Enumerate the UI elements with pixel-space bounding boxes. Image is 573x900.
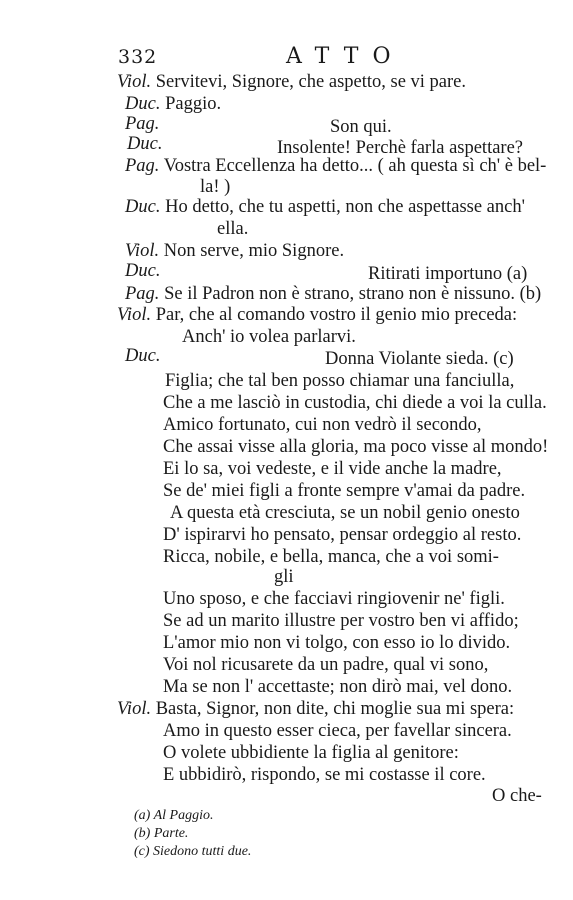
line-text: Son qui. xyxy=(330,117,392,137)
dialogue-line xyxy=(125,93,221,115)
line-text: Ho detto, che tu aspetti, non che aspettasse anch' xyxy=(165,197,525,217)
speaker-label: Pag. xyxy=(125,284,160,304)
verse-line xyxy=(163,458,502,480)
running-title: ATTO xyxy=(286,44,405,69)
line-text: Ricca, nobile, e bella, manca, che a voi somi- xyxy=(163,547,499,567)
speaker-label: Duc. xyxy=(125,346,161,366)
dialogue-line xyxy=(368,263,527,285)
line-text: ella. xyxy=(217,219,249,239)
dialogue-line xyxy=(125,240,344,262)
footnote: (a) Al Paggio. xyxy=(134,808,214,823)
speaker-label: Duc. xyxy=(125,261,161,281)
verse-line xyxy=(163,588,505,610)
verse-line xyxy=(163,632,510,654)
line-text: L'amor mio non vi tolgo, con esso io lo divido. xyxy=(163,633,511,653)
dialogue-line xyxy=(125,283,541,305)
speaker-label: Pag. xyxy=(125,114,160,134)
dialogue-line xyxy=(117,304,517,326)
verse-line xyxy=(163,742,459,764)
line-text: Paggio. xyxy=(165,94,222,114)
verse-line xyxy=(274,566,294,588)
line-text: A questa età cresciuta, se un nobil genio onesto xyxy=(170,503,520,523)
dialogue-line xyxy=(117,698,514,720)
dialogue-line xyxy=(125,196,525,218)
line-text: Ma se non l' accettaste; non dirò mai, vel dono. xyxy=(163,677,513,697)
line-text: Insolente! Perchè farla aspettare? xyxy=(277,138,524,158)
speaker-label: Duc. xyxy=(127,134,163,154)
line-text: D' ispirarvi ho pensato, pensar ordeggio al resto. xyxy=(163,525,522,545)
line-text: Par, che al comando vostro il genio mio preceda: xyxy=(155,305,518,325)
dialogue-line xyxy=(200,176,230,198)
page-number: 332 xyxy=(118,46,158,68)
line-text: Servitevi, Signore, che aspetto, se vi pare. xyxy=(155,72,467,92)
speaker-line xyxy=(125,113,159,135)
dialogue-line xyxy=(182,326,356,348)
line-text: Anch' io volea parlarvi. xyxy=(182,327,356,347)
line-text: la! ) xyxy=(200,177,231,197)
verse-line xyxy=(163,720,512,742)
line-text: Figlia; che tal ben posso chiamar una fanciulla, xyxy=(165,371,515,391)
verse-line xyxy=(163,610,519,632)
verse-line xyxy=(163,436,548,458)
speaker-label: Viol. xyxy=(117,305,152,325)
verse-line xyxy=(163,764,486,786)
line-text: Non serve, mio Signore. xyxy=(163,241,345,261)
line-text: Se de' miei figli a fronte sempre v'amai da padre. xyxy=(163,481,526,501)
line-text: Donna Violante sieda. (c) xyxy=(325,349,514,369)
line-text: gli xyxy=(274,567,294,587)
line-text: O volete ubbidiente la figlia al genitore: xyxy=(163,743,459,763)
verse-line xyxy=(163,480,525,502)
dialogue-line xyxy=(125,155,546,177)
footnote: (b) Parte. xyxy=(134,826,189,841)
catchword: O che- xyxy=(492,786,542,806)
verse-line xyxy=(163,524,521,546)
speaker-label: Duc. xyxy=(125,197,161,217)
speaker-label: Viol. xyxy=(125,241,160,261)
line-text: Amo in questo esser cieca, per favellar sincera. xyxy=(163,721,512,741)
speaker-line xyxy=(125,345,160,367)
speaker-line xyxy=(125,260,160,282)
line-text: Ritirati importuno (a) xyxy=(368,264,528,284)
verse-line xyxy=(163,546,499,568)
line-text: Vostra Eccellenza ha detto... ( ah questa sì ch' è bel- xyxy=(163,156,547,176)
verse-line xyxy=(165,370,514,392)
line-text: Amico fortunato, cui non vedrò il secondo, xyxy=(163,415,482,435)
speaker-label: Duc. xyxy=(125,94,161,114)
line-text: Se il Padron non è strano, strano non è nissuno. (b) xyxy=(164,284,542,304)
line-text: Voi nol ricusarete da un padre, qual vi sono, xyxy=(163,655,489,675)
dialogue-line xyxy=(330,116,392,138)
speaker-line xyxy=(127,133,162,155)
dialogue-line xyxy=(117,71,466,93)
line-text: Che a me lasciò in custodia, chi diede a voi la culla. xyxy=(163,393,547,413)
verse-line xyxy=(163,414,482,436)
verse-line xyxy=(163,392,547,414)
footnote: (c) Siedono tutti due. xyxy=(134,844,252,859)
verse-line xyxy=(163,654,488,676)
line-text: Uno sposo, e che facciavi ringiovenir ne' figli. xyxy=(163,589,505,609)
speaker-label: Viol. xyxy=(117,72,152,92)
verse-line xyxy=(170,502,520,524)
line-text: Ei lo sa, voi vedeste, e il vide anche la madre, xyxy=(163,459,502,479)
line-text: E ubbidirò, rispondo, se mi costasse il core. xyxy=(163,765,486,785)
dialogue-line xyxy=(217,218,248,240)
speaker-label: Viol. xyxy=(117,699,152,719)
dialogue-line xyxy=(325,348,514,370)
line-text: Che assai visse alla gloria, ma poco visse al mondo! xyxy=(163,437,549,457)
speaker-label: Pag. xyxy=(125,156,160,176)
line-text: Se ad un marito illustre per vostro ben vi affido; xyxy=(163,611,519,631)
verse-line xyxy=(163,676,512,698)
line-text: Basta, Signor, non dite, chi moglie sua mi spera: xyxy=(155,699,515,719)
